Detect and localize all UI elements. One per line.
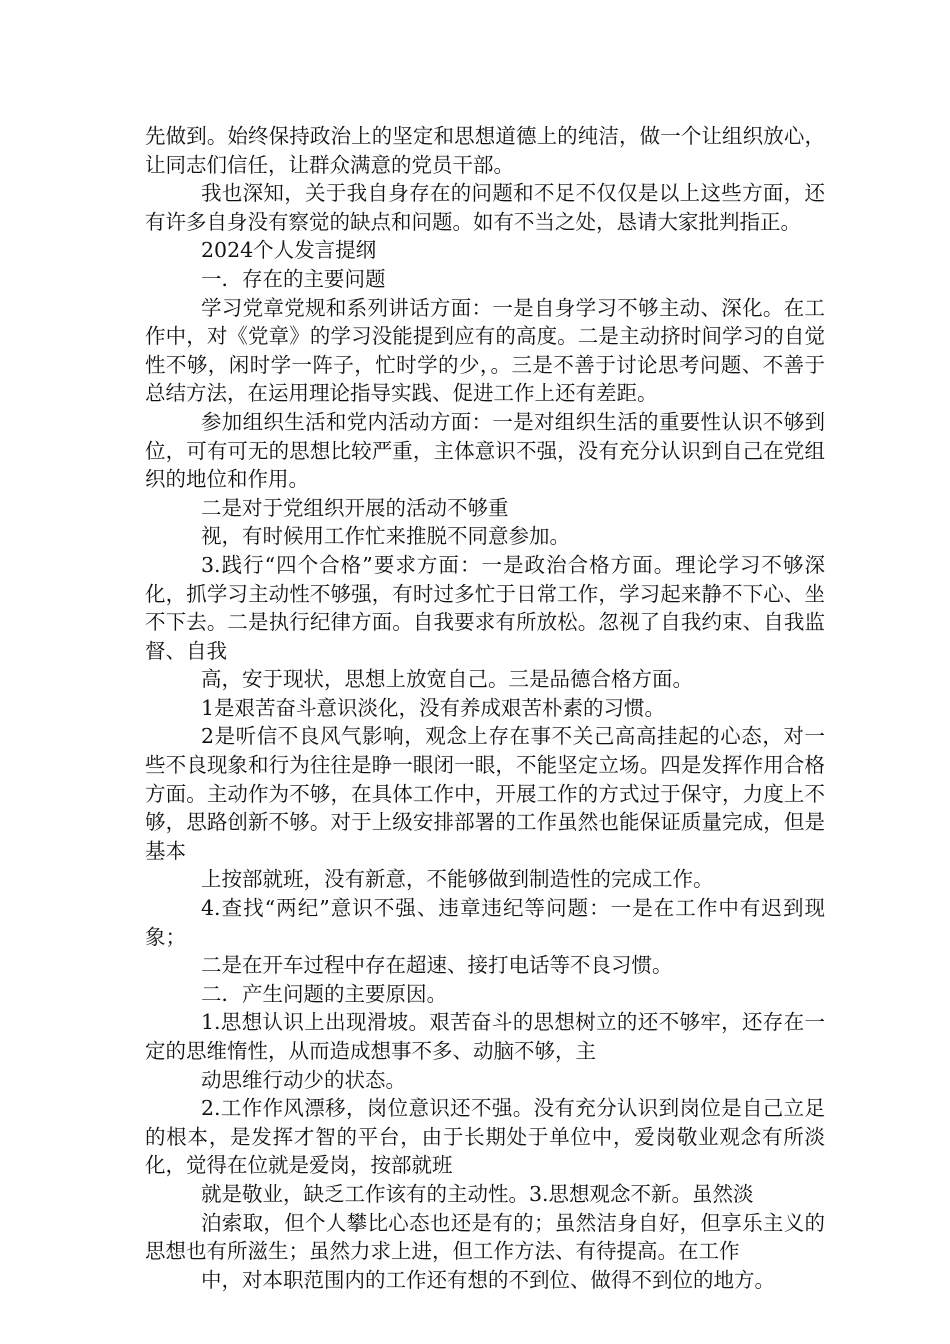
paragraph: 1是艰苦奋斗意识淡化，没有养成艰苦朴素的习惯。 — [201, 695, 666, 720]
paragraph: 我也深知，关于我自身存在的问题和不足不仅仅是以上这些方面，还有许多自身没有察觉的缺点和问题。如有不当之处，恳请大家批判指正。 — [145, 181, 825, 234]
paragraph: 泊索取，但个人攀比心态也还是有的；虽然洁身自好，但享乐主义的思想也有所滋生；虽然力求上进，但工作方法、有待提高。在工作 — [145, 1210, 825, 1264]
paragraph: 2.工作作风漂移，岗位意识还不强。没有充分认识到岗位是自己立足的根本，是发挥才智的平台，由于长期处于单位中，爱岗敬业观念有所淡化，觉得在位就是爱岗，按部就班 — [145, 1096, 825, 1178]
paragraph: 高，安于现状，思想上放宽自己。三是品德合格方面。 — [201, 667, 693, 692]
paragraph: 二是在开车过程中存在超速、接打电话等不良习惯。 — [201, 953, 673, 978]
paragraph: 就是敬业，缺乏工作该有的主动性。3.思想观念不新。虽然淡 — [201, 1181, 754, 1206]
paragraph: 上按部就班，没有新意，不能够做到制造性的完成工作。 — [201, 867, 714, 892]
paragraph: 二是对于党组织开展的活动不够重 — [201, 495, 509, 520]
paragraph: 2是听信不良风气影响，观念上存在事不关己高高挂起的心态，对一些不良现象和行为往往是睁一眼闭一眼，不能坚定立场。四是发挥作用合格方面。主动作为不够，在具体工作中，开展工作的方式过于保守，力度上不够，思路创新不够。对于上级安排部署的工作虽然也能保证质量完成，但是基本 — [145, 724, 825, 863]
section-heading: 一．存在的主要问题 — [201, 266, 386, 291]
section-heading: 二．产生问题的主要原因。 — [201, 981, 447, 1006]
paragraph: 先做到。始终保持政治上的坚定和思想道德上的纯洁，做一个让组织放心，让同志们信任，让群众满意的党员干部。 — [145, 124, 825, 177]
section-title: 2024个人发言提纲 — [201, 238, 377, 263]
paragraph: 参加组织生活和党内活动方面：一是对组织生活的重要性认识不够到位，可有可无的思想比较严重，主体意识不强，没有充分认识到自己在党组织的地位和作用。 — [145, 409, 825, 492]
paragraph: 1.思想认识上出现滑坡。艰苦奋斗的思想树立的还不够牢，还存在一定的思维惰性，从而造成想事不多、动脑不够，主 — [145, 1010, 825, 1063]
paragraph: 中，对本职范围内的工作还有想的不到位、做得不到位的地方。 — [201, 1267, 775, 1292]
paragraph: 动思维行动少的状态。 — [201, 1067, 406, 1092]
paragraph: 4.查找“两纪”意识不强、违章违纪等问题：一是在工作中有迟到现象； — [145, 896, 825, 949]
paragraph: 视，有时候用工作忙来推脱不同意参加。 — [201, 524, 570, 549]
document-body — [145, 122, 825, 1294]
paragraph: 学习党章党规和系列讲话方面：一是自身学习不够主动、深化。在工作中，对《党章》的学习没能提到应有的高度。二是主动挤时间学习的自觉性不够，闲时学一阵子，忙时学的少，。三是不善于讨论思考问题、不善于总结方法，在运用理论指导实践、促进工作上还有差距。 — [145, 295, 825, 406]
paragraph: 3.践行“四个合格”要求方面：一是政治合格方面。理论学习不够深化，抓学习主动性不够强，有时过多忙于日常工作，学习起来静不下心、坐不下去。二是执行纪律方面。自我要求有所放松。忽视了自我约束、自我监督、自我 — [145, 552, 825, 663]
